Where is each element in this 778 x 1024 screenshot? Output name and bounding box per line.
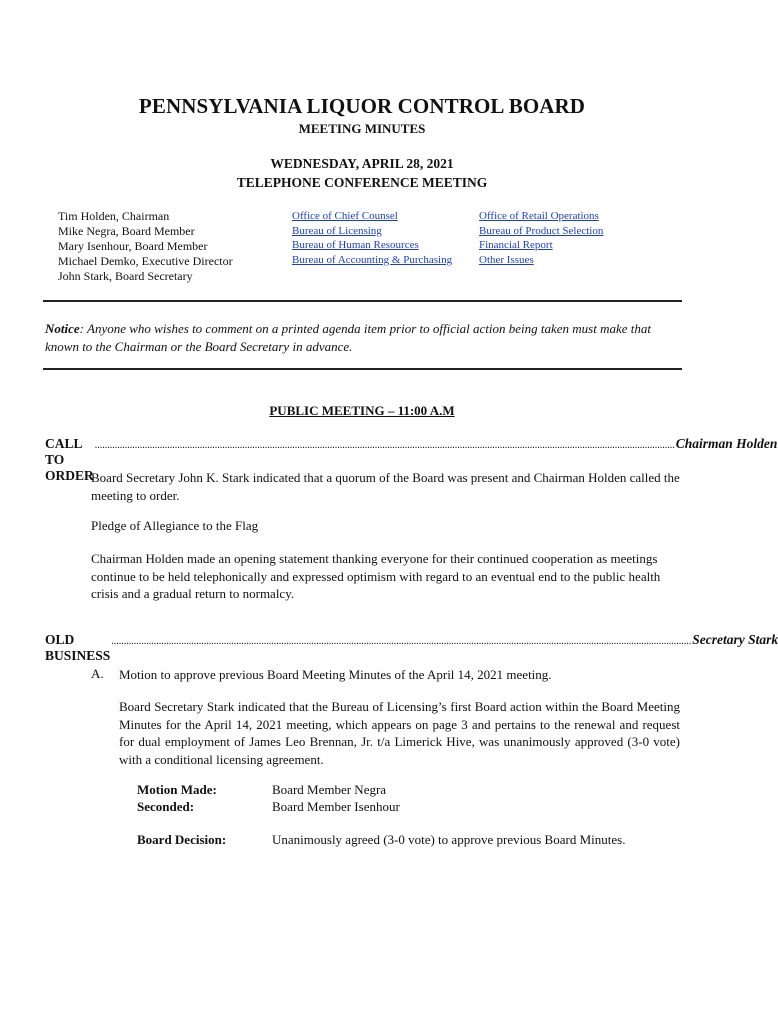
old-business-presenter: Secretary Stark <box>692 632 778 647</box>
link-financial-report[interactable]: Financial Report <box>479 239 553 251</box>
link-office-of-retail-operations[interactable]: Office of Retail Operations <box>479 210 599 222</box>
attendee-list <box>58 209 233 284</box>
call-to-order-paragraph-3: Chairman Holden made an opening statement thanking everyone for their continued cooperation as meetings continue to be held telephonically and expressed optimism with regard to an eventual end to the public health crisis and a gradual return to normalcy. <box>91 551 661 601</box>
link-other-issues[interactable]: Other Issues <box>479 253 534 266</box>
motion-made-value: Board Member Negra <box>272 782 387 797</box>
attendee-item: Mary Isenhour, Board Member <box>58 239 208 253</box>
notice-label: Notice <box>45 321 80 336</box>
divider-top <box>43 300 682 302</box>
call-to-order-heading: CALL TO ORDER <box>45 436 94 483</box>
leader-dots: ........................................................................................................................................................................................................................................ <box>94 440 675 451</box>
meeting-type: TELEPHONE CONFERENCE MEETING <box>236 175 488 190</box>
leader-dots: ........................................................................................................................................................................................................................................ <box>111 636 692 647</box>
board-decision-value: Unanimously agreed (3-0 vote) to approve previous Board Minutes. <box>272 832 626 847</box>
link-office-of-chief-counsel[interactable]: Office of Chief Counsel <box>292 210 398 222</box>
public-meeting-heading: PUBLIC MEETING – 11:00 A.M <box>269 403 455 418</box>
item-text: Board Secretary Stark indicated that the Bureau of Licensing’s first Board action within the Board Meeting Minutes for the April 14, 2021 meeting, which appears on page 3 and pertains to the renewal and request for dual employment of James Leo Brennan, Jr. t/a Limerick Hive, was unanimously approved (3-0 vote) with a conditional licensing agreement. <box>119 699 680 767</box>
notice-paragraph <box>45 320 685 356</box>
motion-made-label: Motion Made: <box>137 782 217 797</box>
attendee-item: John Stark, Board Secretary <box>58 269 193 283</box>
link-bureau-of-human-resources[interactable]: Bureau of Human Resources <box>292 239 419 251</box>
old-business-heading: OLD BUSINESS <box>45 632 111 663</box>
notice-text: : Anyone who wishes to comment on a printed agenda item prior to official action being taken must make that known to the Chairman or the Board Secretary in advance. <box>45 321 651 354</box>
item-title: Motion to approve previous Board Meeting Minutes of the April 14, 2021 meeting. <box>119 667 552 682</box>
attendee-item: Mike Negra, Board Member <box>58 224 195 238</box>
call-to-order-paragraph-1: Board Secretary John K. Stark indicated that a quorum of the Board was present and Chairman Holden called the meeting to order. <box>91 470 680 503</box>
item-letter: A. <box>91 666 104 681</box>
divider-bottom <box>43 368 682 370</box>
call-to-order-presenter: Chairman Holden <box>675 436 778 451</box>
link-bureau-of-product-selection[interactable]: Bureau of Product Selection <box>479 224 604 237</box>
seconded-label: Seconded: <box>137 799 195 814</box>
attendee-item: Tim Holden, Chairman <box>58 209 170 223</box>
document-title: PENNSYLVANIA LIQUOR CONTROL BOARD <box>138 94 586 118</box>
meeting-date: WEDNESDAY, APRIL 28, 2021 <box>270 156 454 171</box>
link-bureau-of-accounting-purchasing[interactable]: Bureau of Accounting & Purchasing <box>292 253 453 266</box>
board-decision-label: Board Decision: <box>137 832 227 847</box>
old-business-row <box>45 632 778 664</box>
call-to-order-paragraph-2: Pledge of Allegiance to the Flag <box>91 518 259 533</box>
attendee-item: Michael Demko, Executive Director <box>58 254 233 268</box>
section-links-column-2 <box>479 209 603 267</box>
section-links-column-1 <box>292 209 452 267</box>
seconded-value: Board Member Isenhour <box>272 799 400 814</box>
link-bureau-of-licensing[interactable]: Bureau of Licensing <box>292 224 382 237</box>
document-subtitle: MEETING MINUTES <box>298 121 426 136</box>
